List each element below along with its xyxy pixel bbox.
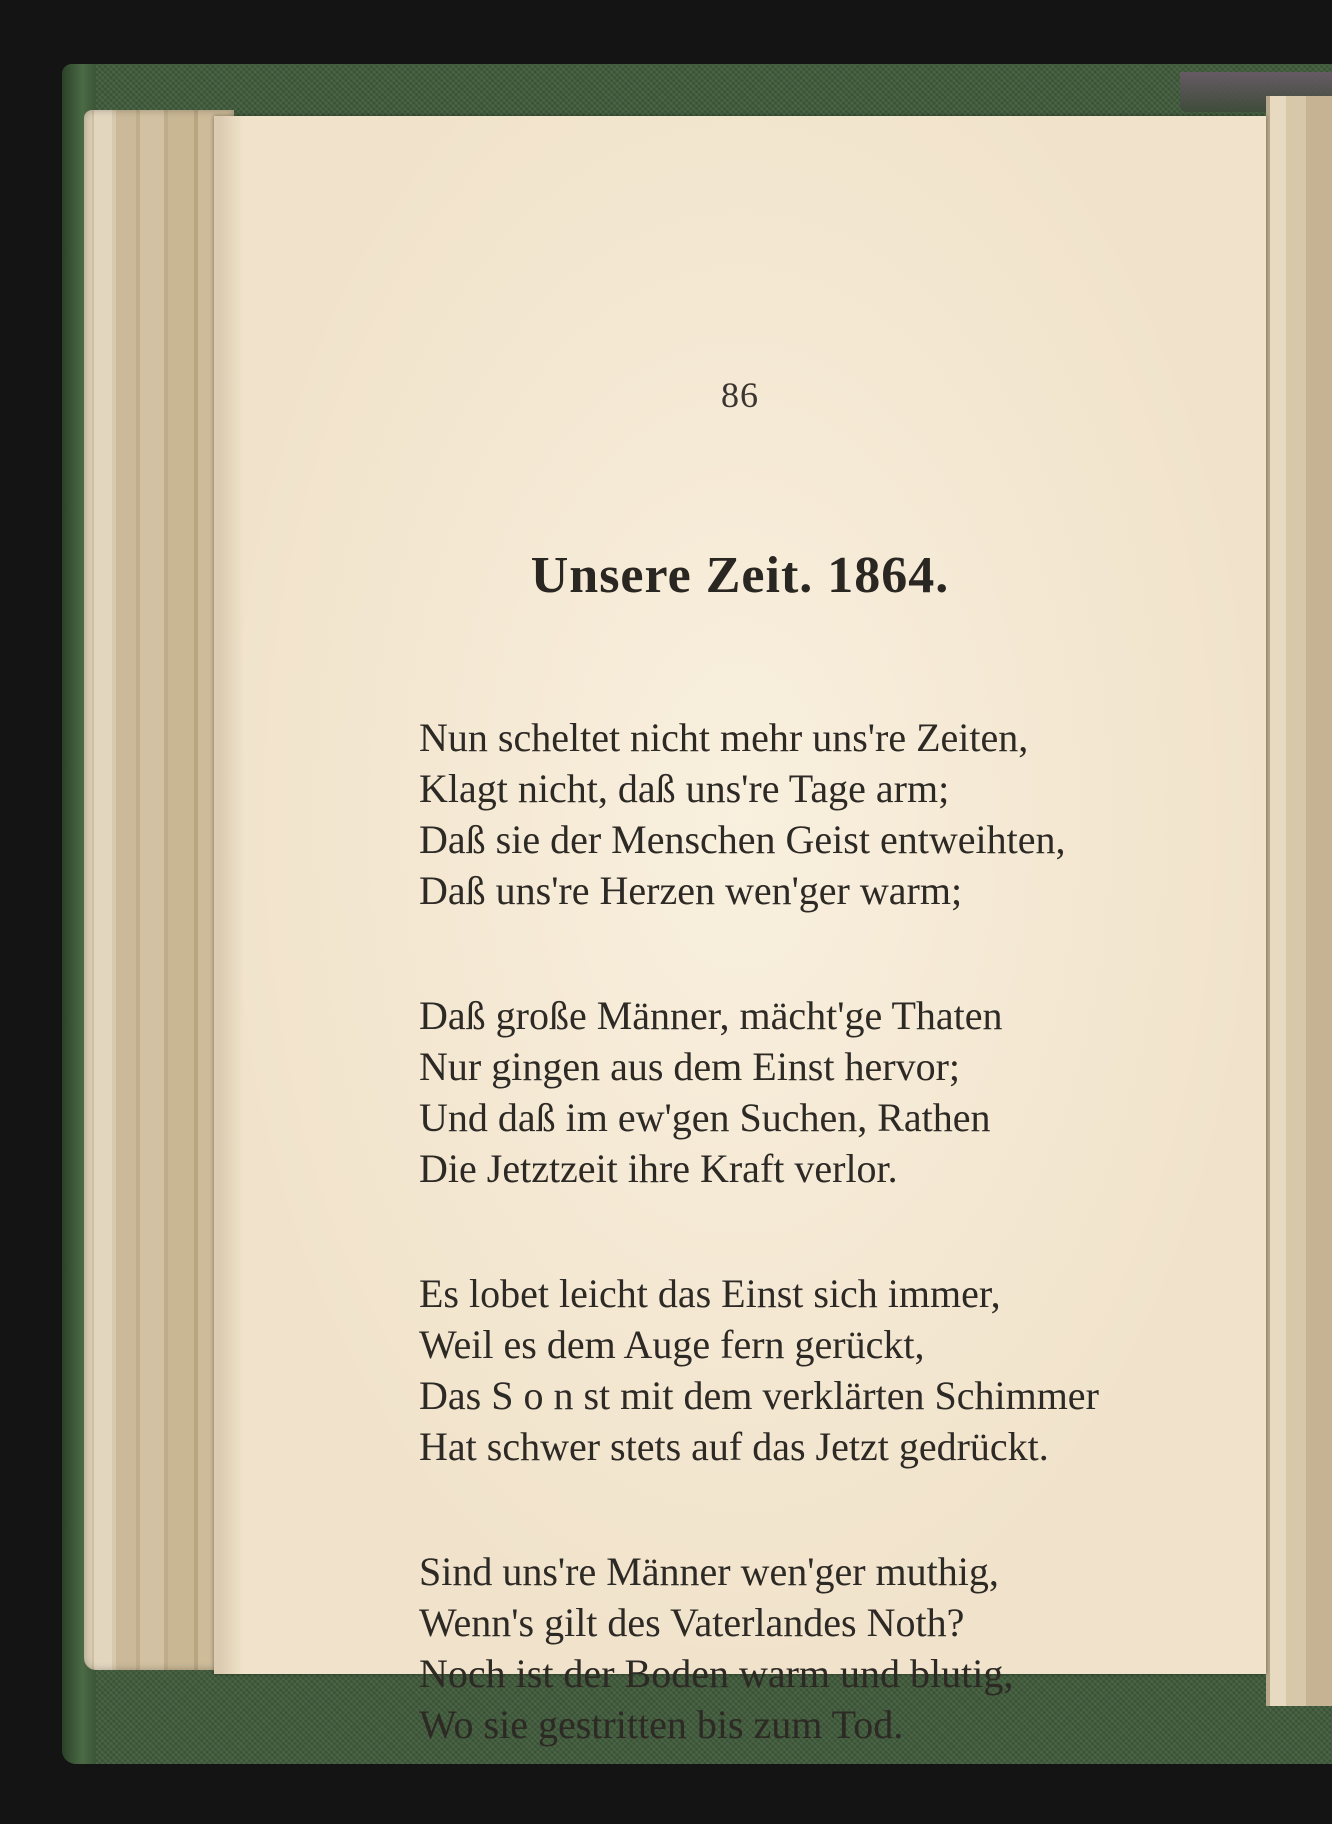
poem-line: Wo sie gestritten bis zum Tod. <box>419 1702 904 1747</box>
poem-line: Noch ist der Boden warm und blutig, <box>419 1651 1014 1696</box>
poem-line: Klagt nicht, daß uns're Tage arm; <box>419 766 950 811</box>
poem-line: Es lobet leicht das Einst sich immer, <box>419 1271 1001 1316</box>
stanza <box>419 1546 1219 1750</box>
poem-line: Nun scheltet nicht mehr uns're Zeiten, <box>419 715 1029 760</box>
poem-line: Sind uns're Männer wen'ger muthig, <box>419 1549 999 1594</box>
poem-line: Daß uns're Herzen wen'ger warm; <box>419 868 963 913</box>
book-page <box>214 116 1266 1747</box>
stanza <box>419 1268 1219 1472</box>
poem-line: Und daß im ew'gen Suchen, Rathen <box>419 1095 991 1140</box>
poem-line: Das S o n st mit dem verklärten Schimmer <box>419 1373 1099 1418</box>
poem-line: Hat schwer stets auf das Jetzt gedrückt. <box>419 1424 1049 1469</box>
poem-line: Weil es dem Auge fern gerückt, <box>419 1322 925 1367</box>
page-stack-edges <box>84 110 234 1670</box>
poem-line: Die Jetztzeit ihre Kraft verlor. <box>419 1146 898 1191</box>
book-gutter <box>1266 96 1332 1706</box>
poem-body <box>419 712 1219 1824</box>
stanza <box>419 990 1219 1194</box>
stanza <box>419 712 1219 916</box>
poem-line: Wenn's gilt des Vaterlandes Noth? <box>419 1600 965 1645</box>
page-number: 86 <box>721 375 759 415</box>
poem-line: Nur gingen aus dem Einst hervor; <box>419 1044 960 1089</box>
poem-title: Unsere Zeit. 1864. <box>530 547 950 604</box>
poem-line: Daß sie der Menschen Geist entweihten, <box>419 817 1066 862</box>
poem-line: Daß große Männer, mächt'ge Thaten <box>419 993 1003 1038</box>
